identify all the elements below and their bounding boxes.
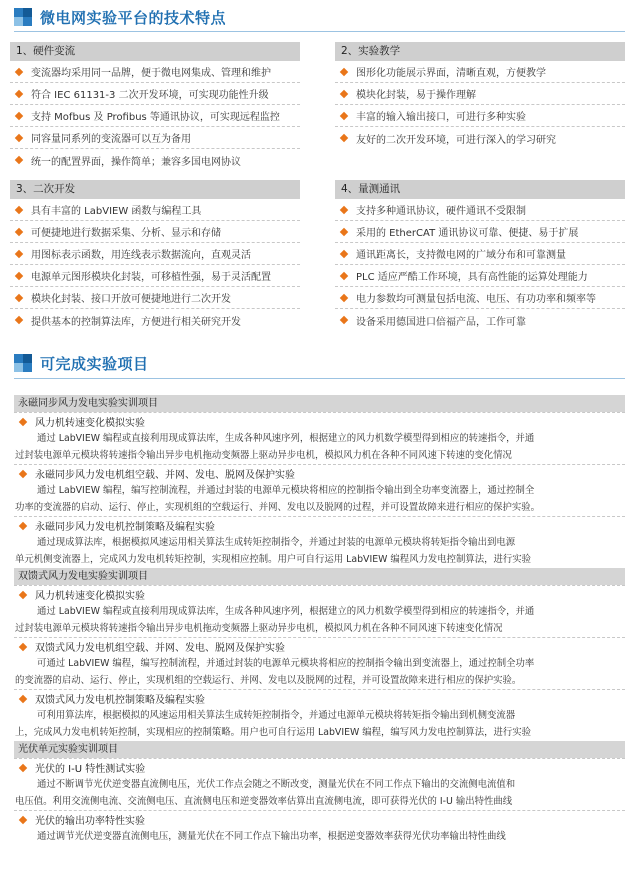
diamond-bullet-icon	[340, 293, 348, 301]
diamond-bullet-icon	[15, 133, 23, 141]
diamond-bullet-icon	[15, 156, 23, 164]
experiment-subtitle: 双馈式风力发电机组空载、并网、发电、脱网及保护实验	[14, 637, 625, 655]
experiment-subtitle: 风力机转速变化模拟实验	[14, 412, 625, 430]
feature-item: 采用的 EtherCAT 通讯协议可靠、便捷、易于扩展	[335, 221, 625, 243]
feature-item: 可便捷地进行数据采集、分析、显示和存储	[10, 221, 300, 243]
features-title-divider	[14, 31, 625, 32]
diamond-bullet-icon	[340, 89, 348, 97]
feature-item: 支持 Mofbus 及 Profibus 等通讯协议，可实现远程监控	[10, 105, 300, 127]
feature-box-header: 2、实验教学	[335, 42, 625, 61]
feature-item: 通讯距离长，支持微电网的广域分布和可靠测量	[335, 243, 625, 265]
feature-box-secondary-dev	[10, 180, 300, 331]
feature-item: PLC 适应严酷工作环境，具有高性能的运算处理能力	[335, 265, 625, 287]
projects-section-title	[14, 352, 149, 374]
experiment-description: 通过调节光伏逆变器直流侧电压，测量光伏在不同工作点下输出功率，根据逆变器效率获得光伏功率输出特性曲线	[37, 831, 506, 842]
diamond-bullet-icon	[19, 815, 27, 823]
feature-item: 图形化功能展示界面，清晰直观，方便教学	[335, 61, 625, 83]
project-group-header: 双馈式风力发电实验实训项目	[14, 568, 625, 585]
diamond-bullet-icon	[340, 205, 348, 213]
feature-item: 电力参数均可测量包括电流、电压、有功功率和频率等	[335, 287, 625, 309]
feature-item: 具有丰富的 LabVIEW 函数与编程工具	[10, 199, 300, 221]
experiment-subtitle: 风力机转速变化模拟实验	[14, 585, 625, 603]
feature-item: 用图标表示函数，用连线表示数据流向，直观灵活	[10, 243, 300, 265]
experiment-description: 可利用算法库，根据模拟的风速运用相关算法生成转矩控制指令，并通过电源单元模块将转矩指令输出到机侧变流器 上，完成风力发电机转矩控制，实现相应的控制策略。用户也可自行运用 LabVIEW 编程，编写风力发电控制算法，进行实验	[15, 710, 532, 738]
section-square-icon	[14, 8, 32, 26]
feature-item: 设备采用德国进口倍福产品，工作可靠	[335, 309, 625, 331]
feature-item: 同容量同系列的变流器可以互为备用	[10, 127, 300, 149]
projects-title-divider	[14, 378, 625, 379]
feature-box-header: 3、二次开发	[10, 180, 300, 199]
feature-item: 提供基本的控制算法库，方便进行相关研究开发	[10, 309, 300, 331]
diamond-bullet-icon	[340, 227, 348, 235]
diamond-bullet-icon	[19, 642, 27, 650]
diamond-bullet-icon	[19, 469, 27, 477]
feature-item: 电源单元图形模块化封装，可移植性强，易于灵活配置	[10, 265, 300, 287]
experiment-description: 通过不断调节光伏逆变器直流侧电压，光伏工作点会随之不断改变，测量光伏在不同工作点下输出的交流侧电流值和 电压值。利用交流侧电流、交流侧电压、直流侧电压和逆变器效率估算出直流侧电流，即可获得光伏的 I-U 输出特性曲线	[15, 779, 516, 807]
diamond-bullet-icon	[15, 67, 23, 75]
diamond-bullet-icon	[15, 89, 23, 97]
diamond-bullet-icon	[340, 111, 348, 119]
feature-box-teaching	[335, 42, 625, 149]
feature-box-measurement	[335, 180, 625, 331]
experiment-subtitle: 永磁同步风力发电机控制策略及编程实验	[14, 516, 625, 534]
diamond-bullet-icon	[19, 590, 27, 598]
feature-item: 丰富的输入输出接口，可进行多种实验	[335, 105, 625, 127]
experiment-description: 通过 LabVIEW 编程，编写控制流程，并通过封装的电源单元模块将相应的控制指令输出到全功率变流器上，通过控制全 功率的变流器的启动、运行、停止，实现机组的空载运行、并网、发电以及脱网的过程，并可设置故障来进行相应的保护实验。	[15, 485, 541, 513]
diamond-bullet-icon	[19, 521, 27, 529]
feature-item: 支持多种通讯协议，硬件通讯不受限制	[335, 199, 625, 221]
diamond-bullet-icon	[340, 316, 348, 324]
experiment-description: 可通过 LabVIEW 编程，编写控制流程，并通过封装的电源单元模块将相应的控制指令输出到变流器上，通过控制全功率 的变流器的启动、运行、停止，实现机组的空载运行、并网、发电以及脱网的过程，并可设置故障来进行相应的保护实验。	[15, 658, 535, 686]
diamond-bullet-icon	[340, 134, 348, 142]
feature-item: 变流器均采用同一品牌，便于微电网集成、管理和维护	[10, 61, 300, 83]
diamond-bullet-icon	[340, 271, 348, 279]
diamond-bullet-icon	[15, 293, 23, 301]
experiment-subtitle: 双馈式风力发电机控制策略及编程实验	[14, 689, 625, 707]
diamond-bullet-icon	[15, 205, 23, 213]
experiment-subtitle: 光伏的 I-U 特性测试实验	[14, 758, 625, 776]
feature-box-hardware	[10, 42, 300, 171]
feature-item: 符合 IEC 61131-3 二次开发环境，可实现功能性升级	[10, 83, 300, 105]
experiment-subtitle: 永磁同步风力发电机组空载、并网、发电、脱网及保护实验	[14, 464, 625, 482]
diamond-bullet-icon	[19, 763, 27, 771]
projects-title-text: 可完成实验项目	[40, 354, 149, 373]
feature-box-header: 4、量测通讯	[335, 180, 625, 199]
diamond-bullet-icon	[15, 249, 23, 257]
experiment-description: 通过现成算法库，根据模拟风速运用相关算法生成转矩控制指令，并通过封装的电源单元模块将转矩指令输出到电源 单元机侧变流器上，完成风力发电机转矩控制，实现相应控制。用户可自行运用 LabVIEW 编程风力发电控制算法，进行实验	[15, 537, 532, 565]
diamond-bullet-icon	[340, 67, 348, 75]
section-square-icon	[14, 354, 32, 372]
feature-item: 统一的配置界面，操作简单；兼容多国电网协议	[10, 149, 300, 171]
diamond-bullet-icon	[15, 271, 23, 279]
diamond-bullet-icon	[15, 111, 23, 119]
features-title-text: 微电网实验平台的技术特点	[40, 8, 227, 27]
experiment-description: 通过 LabVIEW 编程或直接利用现成算法库，生成各种风速序列，根据建立的风力机数学模型得到相应的转速指令，并通 过封装电源单元模块将转速指令输出异步电机拖动变频器上驱动异步电机，模拟风力机在各种不同风速下转速的变化情况	[15, 433, 535, 461]
experiment-description: 通过 LabVIEW 编程或直接利用现成算法库，生成各种风速序列，根据建立的风力机数学模型得到相应的转速指令，并通 过封装电源单元模块将转速指令输出异步电机拖动变频器上驱动异步电机，模拟风力机在各种不同风速下转速变化情况	[15, 606, 535, 634]
feature-box-header: 1、硬件变流	[10, 42, 300, 61]
features-section-title	[14, 6, 226, 28]
project-group-header: 永磁同步风力发电实验实训项目	[14, 395, 625, 412]
project-group-header: 光伏单元实验实训项目	[14, 741, 625, 758]
experiment-projects-list	[14, 395, 625, 845]
experiment-subtitle: 光伏的输出功率特性实验	[14, 810, 625, 828]
diamond-bullet-icon	[19, 694, 27, 702]
feature-item: 友好的二次开发环境，可进行深入的学习研究	[335, 127, 625, 149]
diamond-bullet-icon	[19, 417, 27, 425]
diamond-bullet-icon	[15, 227, 23, 235]
diamond-bullet-icon	[15, 316, 23, 324]
feature-item: 模块化封装，易于操作理解	[335, 83, 625, 105]
feature-item: 模块化封装、接口开放可便捷地进行二次开发	[10, 287, 300, 309]
diamond-bullet-icon	[340, 249, 348, 257]
